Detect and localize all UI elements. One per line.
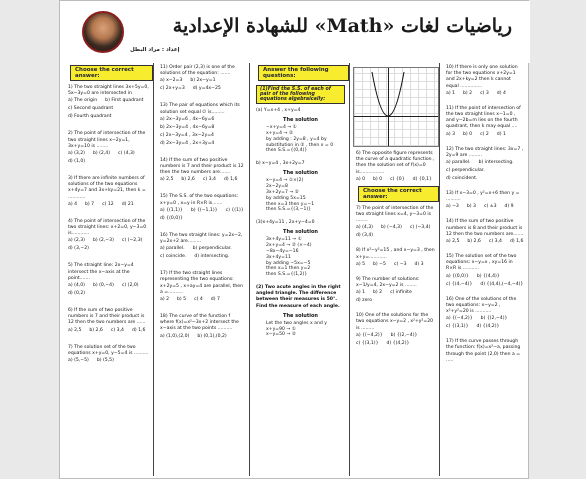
question-9-options	[352, 289, 439, 305]
question-17: 17) If the curve passes through the function: f(x)=x²−a, passing through the point (2,0) then a = .....	[446, 339, 521, 363]
option: d) coincident.	[446, 176, 478, 182]
option: d) 7	[210, 297, 220, 303]
question-7: 7) The point of intersection of the two straight lines x=4, y−3=0 is ........	[356, 205, 434, 224]
option: b) {(−1,1)}	[190, 207, 218, 213]
question-3-options	[64, 201, 153, 209]
option: c) (2,0)	[121, 283, 139, 289]
step: by adding −5x=−5	[266, 260, 311, 266]
option: b) {(2,−4)}	[480, 316, 508, 322]
option: b) −5	[373, 261, 386, 267]
option: d) 3	[414, 261, 424, 267]
step: then x=1 then y=2	[266, 266, 311, 272]
option: d) {(4,4),(−4,−4)}	[480, 281, 524, 287]
column-5	[442, 63, 528, 476]
solution-heading: The solution	[283, 170, 318, 177]
option: d) 1,6	[509, 239, 524, 245]
option: c) (−3,4)	[409, 225, 431, 231]
part-a: (a) Y=x+4 , x+y=4	[256, 108, 301, 113]
question-8-options	[352, 261, 439, 269]
question-16: 16) One of the solutions of the two equations: x−y=2 , x²+y²=20 is ...........	[446, 296, 517, 315]
option: d) {(4,2)}	[476, 324, 500, 330]
option: b) (5,5)	[96, 358, 114, 364]
question-10-options	[442, 90, 528, 98]
option: a) {(−4,2)}	[356, 332, 383, 338]
option: b) 2x−3y=4 , 4x−6y=8	[160, 124, 215, 130]
column-1	[64, 63, 154, 476]
question-2: (2) Two acute angles in the right angled triangle. The difference between their measures is 50°. Find the measure of each angle.	[256, 284, 341, 309]
option: b) 2,6	[181, 177, 195, 183]
option: a) (4,3)	[356, 225, 373, 231]
option: d) (0,2)	[68, 291, 86, 297]
option: d) {0,1}	[412, 176, 432, 182]
worksheet-page	[59, 0, 529, 479]
option: d) Fourth quadrant	[68, 114, 112, 120]
option: d) zero	[356, 298, 373, 304]
question-4-options	[64, 237, 153, 253]
column-2	[156, 63, 250, 476]
question-11-options	[156, 77, 249, 93]
option: b) {(2,−4)}	[390, 332, 418, 338]
option: c) {(4,−4)}	[446, 281, 473, 287]
option: d) y=4x−25	[192, 86, 221, 92]
option: c) 3,4	[488, 239, 502, 245]
option: a) 0	[356, 176, 365, 182]
option: c) 2x+y=3	[160, 86, 185, 92]
option: a) 5	[356, 261, 365, 267]
question-18: 18) The curve of the function f where f(x)=x²−3x+2 intersect the x−axis at the two points ..........	[160, 314, 239, 332]
question-14-options	[442, 238, 528, 246]
step: then S.S.={(3,−1)}	[266, 207, 312, 213]
question-1: 1) The two straight lines 3x+5y=0, 5x−3y=0 are intersected in	[68, 85, 149, 97]
option: c) 2x−3y=4 , 3x−2y=4	[160, 132, 214, 138]
question-13-options	[442, 203, 528, 211]
solution-heading: The solution	[283, 117, 318, 124]
question-17: 17) If the two straight lines representing the two equations: x+2y=5 , x+ay=4 are parallel, then a =..........	[160, 271, 244, 295]
question-13: 13) If x−3=0 , y²=x+6 then y = ..........	[446, 191, 520, 203]
option: a) −3	[446, 204, 459, 210]
option: a) 1	[356, 290, 365, 296]
option: d) 2x−3y=4 , 2x+3y=4	[160, 140, 215, 146]
question-5: 5) The straight line: 2x−y=4 intersect the x−axis at the point.......	[68, 263, 134, 281]
option: a) 2x−3y=6 , 4x−6y=6	[160, 116, 215, 122]
question-7-options	[64, 357, 153, 365]
option: a) {(−4,2)}	[446, 316, 473, 322]
option: a) (3,2)	[68, 151, 85, 157]
step: then x=3 then y=−1	[266, 201, 315, 207]
option: b) 2,6	[89, 327, 103, 333]
option: c) infinite	[390, 290, 412, 296]
parabola-graph	[353, 67, 439, 147]
option: a) (2,3)	[68, 238, 85, 244]
question-11-options	[442, 131, 528, 139]
question-15: 15) The S.S. of the two equations: x+y=0 , x=y in R×R is.......	[160, 194, 239, 206]
option: c) 12	[102, 201, 114, 207]
question-12: 12) The two straight lines: 3x=7 , 2y=9 are .........	[446, 146, 524, 158]
option: b) 2,6	[467, 239, 481, 245]
header-banner	[60, 1, 530, 63]
option: a) (1,0),(2,0)	[160, 333, 190, 339]
question-3: 3) If there are infinite numbers of solutions of the two equations x+4y=7 and 3x+ky=21, then k = ............	[68, 176, 146, 200]
question-16-options	[442, 315, 528, 331]
option: a) 3	[446, 131, 455, 137]
option: b) (0,1),(0,2)	[197, 333, 227, 339]
option: c) 3	[480, 90, 489, 96]
solution-2	[252, 320, 349, 339]
option: d) 1,6	[223, 177, 238, 183]
question-16-options	[156, 245, 249, 261]
question-2-options	[64, 150, 153, 166]
option: d) intersecting.	[194, 254, 230, 260]
option: b) intersecting.	[478, 160, 514, 166]
option: d) (1,0)	[68, 159, 86, 165]
solution-b	[252, 177, 349, 214]
question-6: 6) The opposite figure represents the curve of a quadratic function , then the solution set of f(x)=0 is.................	[356, 151, 435, 175]
page-title: رياضيات لغات «Math» للشهادة الإعدادية	[172, 15, 512, 37]
option: a) The origin	[68, 98, 98, 104]
question-7: 7) The solution set of the two equations x+y=0, y−5=4 is ..........	[68, 344, 149, 356]
question-13-options	[156, 116, 249, 148]
part-c: (3)x+4y=11 , 2x+y−4=0	[256, 220, 315, 226]
step: x+y=90 → ①	[266, 326, 296, 332]
question-9: 9) The number of solutions: x−1/y=4, 2x−y=2 is ........	[356, 276, 420, 289]
option: b) (2,4)	[92, 151, 111, 157]
step: 2x+y=4 → ② (×−4)	[266, 243, 312, 249]
option: c) 3,4	[110, 327, 124, 333]
option: d) (3,4)	[356, 233, 374, 239]
option: b) perpendicular.	[192, 246, 232, 252]
question-11: 11) Order pair (2,3) is one of the solutions of the equation: .......	[160, 65, 235, 77]
question-14: 14) If the sum of two positive numbers is 7 and their product is 12 then the two numbers are.......	[160, 157, 244, 176]
step: then S.S.={(1,2)}	[266, 272, 308, 278]
option: b) 7	[85, 201, 95, 207]
option: b) (−4,3)	[380, 225, 402, 231]
question-10: 10) If there is only one solution for the two equations x+2y=1 and 2x+ky=2 then k cannot equal ...............	[446, 65, 518, 89]
option: c) perpendicular.	[446, 168, 485, 174]
question-5-options	[64, 282, 153, 298]
step: by adding 5x=15	[266, 195, 306, 201]
step: substitution in ② , then x = 0	[266, 142, 334, 148]
option: c) 4	[194, 297, 203, 303]
question-2: 2) The point of intersection of the two straight lines x−2y=1, 3x+y=10 is ........	[68, 131, 146, 149]
option: c) {0}	[390, 176, 405, 182]
option: b) 5	[177, 297, 187, 303]
solution-heading: The solution	[283, 229, 318, 236]
option: a) 2,5	[446, 239, 460, 245]
option: d) (3,−2)	[68, 246, 89, 252]
question-13: 13) The pair of equations which its solution set equal ∅ is.........	[160, 103, 240, 115]
option: b) 0	[373, 176, 383, 182]
option: a) 4	[68, 201, 77, 207]
question-4: 4) The point of intersection of the two straight lines: x+2=0, y−3=0 is............	[68, 218, 147, 237]
author-photo	[82, 11, 124, 53]
question-8: 8) If x²−y²=15 , and x−y=3 , then x+y=............	[356, 248, 435, 260]
step: by adding : 2y=8 , y=4 by	[266, 136, 327, 142]
question-15: 15) The solution set of the two equations: x−y=x , xy=16 in R×R is ...........	[446, 254, 517, 272]
question-14: 14) If the sum of two positive numbers is 8 and their product is 12 then the two numbers are.......	[446, 219, 524, 237]
option: d) 1,6	[131, 327, 146, 333]
option: c) Second quadrant	[68, 106, 114, 112]
option: b) (0,−4)	[92, 283, 114, 289]
option: b) 2x−y=1	[190, 78, 216, 84]
column-4	[352, 63, 440, 476]
option: c) {(3,1)}	[446, 324, 469, 330]
option: a) (5,−5)	[68, 358, 89, 364]
option: b) 2	[373, 290, 383, 296]
option: a) parallel.	[160, 246, 185, 252]
question-10-options	[352, 332, 439, 348]
question-16: 16) The two straight lines: y=2x−2, y=2x+2 are.........	[160, 232, 243, 245]
question-6-options	[352, 176, 439, 184]
part-b: b) x−y=4 , 3x+2y=7	[256, 161, 305, 167]
subheading: (1)Find the S.S. of each of pair of the following equations algebraically:	[256, 85, 345, 104]
solution-a	[252, 124, 349, 155]
option: b) 0	[463, 131, 473, 137]
option: a) {(0,0)}	[446, 273, 469, 279]
option: a) 2,5	[68, 327, 82, 333]
question-14-options	[156, 176, 249, 184]
option: c) 2	[480, 131, 489, 137]
option: c) 3,4	[202, 177, 216, 183]
step: 3x+4y=11	[266, 254, 291, 260]
option: c) ±3	[483, 204, 497, 210]
step: 3x+4y=11 → ①	[266, 237, 302, 243]
step: x−y=50 → ②	[266, 332, 296, 338]
question-6: 6) If the sum of two positive numbers is 7 and their product is 12 then the two numbers are ......	[68, 308, 146, 326]
option: d) 21	[121, 201, 134, 207]
step: x−y=4 → ①×(2)	[266, 178, 304, 184]
question-12-options	[442, 159, 528, 183]
step: then S.S.={(0,4)}	[266, 148, 308, 154]
section-heading: Choose the correct answer:	[70, 65, 153, 81]
question-6-options	[64, 327, 153, 335]
solution-c	[252, 236, 349, 279]
question-17-options	[156, 296, 249, 304]
step: 3x+2y=7 → ②	[266, 189, 299, 195]
question-15-options	[156, 207, 249, 223]
option: a) 2	[160, 297, 169, 303]
option: c) (4,3)	[118, 151, 135, 157]
option: d) 9	[504, 204, 514, 210]
step: 2x−2y=8	[266, 184, 288, 190]
option: b) 2	[463, 90, 473, 96]
option: b) {(4,4)}	[476, 273, 500, 279]
option: a) 1	[446, 90, 455, 96]
parabola-curve	[354, 68, 440, 148]
option: a) x−2=3	[160, 78, 183, 84]
question-1-options	[64, 97, 153, 121]
option: a) 2,5	[160, 177, 174, 183]
question-15-options	[442, 273, 528, 289]
option: c) −3	[393, 261, 407, 267]
option: c) (−2,3)	[121, 238, 143, 244]
option: b) First quadrant	[105, 98, 144, 104]
step: −8x−4y=−16	[266, 248, 299, 254]
section-heading: Choose the correct answer:	[358, 186, 439, 202]
question-11: 11) If the point of intersection of the two straight lines x−1=0 , and y−2b=m lies on the fourth quadrant, then k may equal ....	[446, 105, 521, 130]
option: c) coincide.	[160, 254, 187, 260]
option: d) 1	[496, 131, 506, 137]
question-7-options	[352, 224, 439, 240]
option: c) {(3,1)}	[356, 340, 379, 346]
step: −x+y=4 → ①	[266, 125, 297, 131]
section-heading: Answer the following questions:	[258, 65, 349, 81]
option: d) {(4,2)}	[386, 340, 410, 346]
option: b) 3	[466, 204, 476, 210]
column-3	[252, 63, 350, 476]
step: x+y=4 → ②	[266, 131, 293, 136]
prepared-by: إعداد : مراد البطل	[130, 47, 180, 53]
solution-heading: The solution	[283, 312, 318, 319]
option: a) {(1,1)}	[160, 207, 183, 213]
option: d) {(0,0)}	[160, 215, 183, 221]
question-18-options	[156, 333, 249, 341]
option: d) 4	[496, 90, 506, 96]
option: a) parallel.	[446, 160, 471, 166]
step: Let the two angles x and y	[266, 320, 327, 326]
option: a) (4,0)	[68, 283, 85, 289]
option: b) (2,−3)	[92, 238, 114, 244]
option: c) {(1)}	[225, 207, 244, 213]
question-10: 10) One of the solutions for the two equations x−y=2 , x²+y²=20 is .........	[356, 313, 434, 331]
